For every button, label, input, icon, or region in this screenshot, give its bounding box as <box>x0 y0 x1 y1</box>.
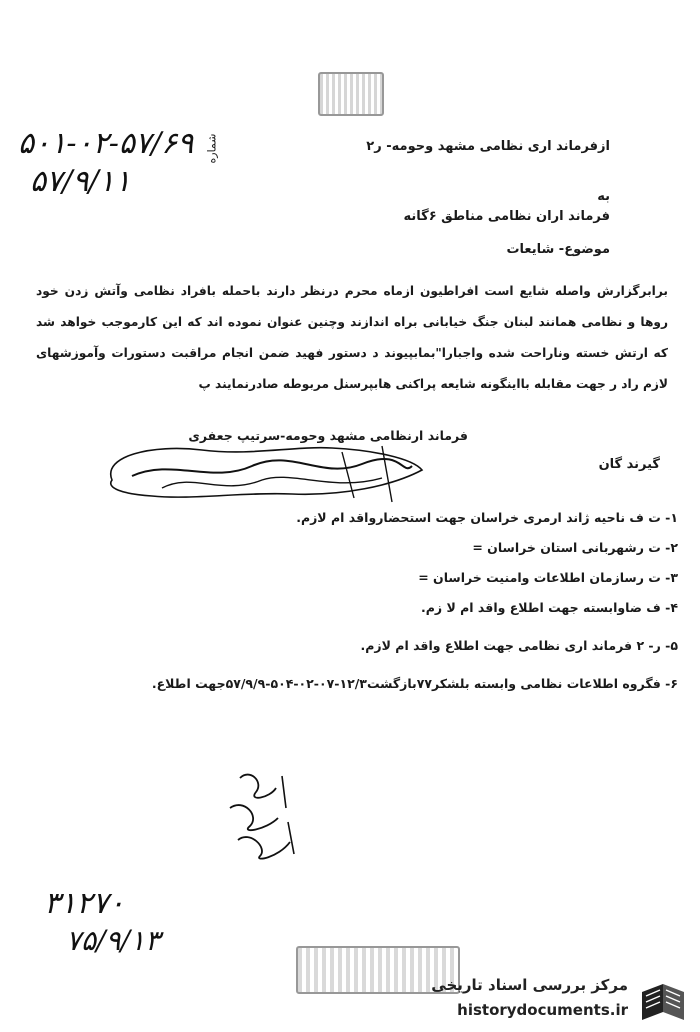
recipient-item: ۴- ف ضاوابسته جهت اطلاع واقد ام لا زم. <box>421 600 678 615</box>
sender-header: ازفرماند اری نظامی مشهد وحومه- ر۲ <box>366 139 610 154</box>
letter-body: برابرگزارش واصله شایع است افراطیون ازماه محرم درنظر دارند باحمله بافراد نظامی وآتش زدن خود روها و نظامی همانند لبنان جنگ خیابانی براه اندازند وچنین عنوان نموده اند که این کارموجب خواهد شد که ارتش خسته وناراحت شده واجبارا"بمابپیوند د دستور فهید ضمن انجام مراقبت دستورات وآموزشهای لازم راد ر جهت مقابله بااینگونه شایعه پراکنی هابپرسنل مربوطه صادرنمایند پ <box>36 284 668 391</box>
letter-date: ۵۷/۹/۱۱ <box>30 164 131 199</box>
recipients-heading: گیرند گان <box>598 457 660 472</box>
faded-stamp-top <box>318 72 384 116</box>
archive-date: ۷۵/۹/۱۳ <box>66 924 161 957</box>
recipient-item: ۲- ت رشهربانی استان خراسان = <box>472 540 678 555</box>
handwritten-signature <box>92 436 432 508</box>
recipient-name: فرماند اران نظامی مناطق ۶گانه <box>403 209 610 224</box>
recipient-item: ۶- فگروه اطلاعات نظامی وابسته بلشکر۷۷بازگشت۱۲/۳-۰۷-۰۲-۵۰۴-۵۷/۹/۹جهت اطلاع. <box>151 676 678 691</box>
book-logo-icon <box>636 976 690 1026</box>
letter-number: ۵۰۱-۰۲-۵۷/۶۹ <box>18 126 194 161</box>
archive-number: ۳۱۲۷۰ <box>44 886 125 921</box>
to-label: به <box>597 189 610 204</box>
number-label: شماره <box>205 133 219 164</box>
recipient-item: ۵- ر- ۲ فرماند اری نظامی جهت اطلاع واقد ام لازم. <box>360 638 678 653</box>
subject-line: موضوع- شایعات <box>506 242 610 257</box>
handwritten-initials <box>220 768 300 864</box>
brand-name: مرکز بررسی اسناد تاریخی <box>431 976 628 994</box>
recipient-item: ۳- ت رسازمان اطلاعات وامنیت خراسان = <box>418 570 678 585</box>
brand-url[interactable]: historydocuments.ir <box>457 1001 628 1019</box>
signature-title: فرماند ارنظامی مشهد وحومه-سرتیپ جعفری <box>188 428 468 443</box>
recipient-item: ۱- ت ف ناحیه ژاند ارمری خراسان جهت استحضارواقد ام لازم. <box>296 510 678 525</box>
